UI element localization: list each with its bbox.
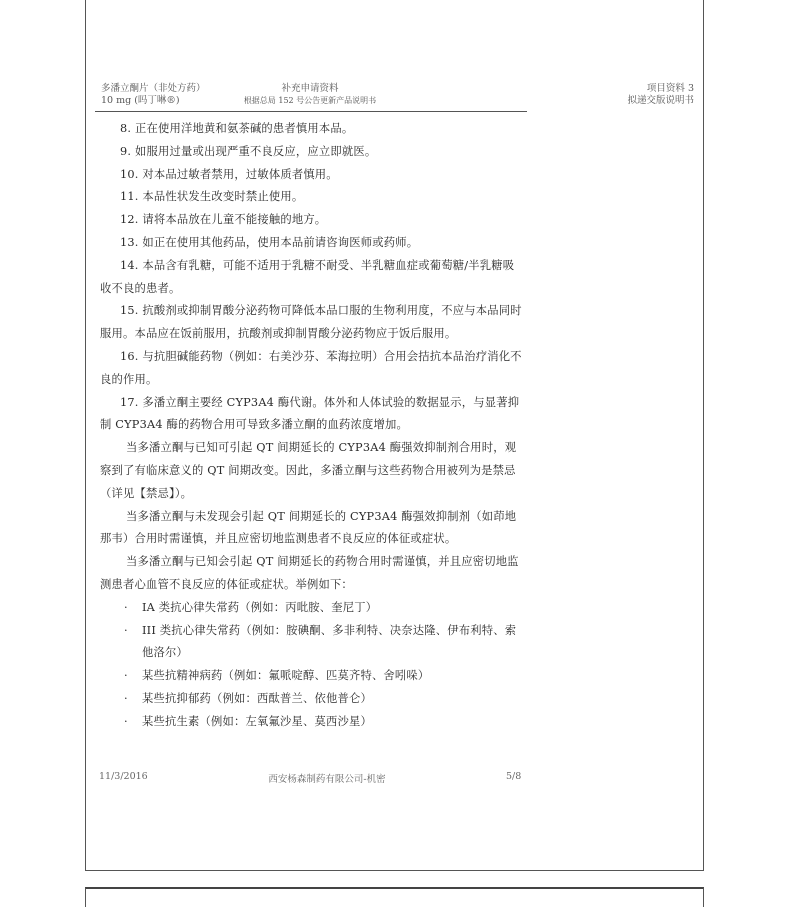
list-item [100, 711, 523, 734]
header-title-main: 补充申请资料 [281, 83, 339, 94]
item-11: 11. 本品性状发生改变时禁止使用。 [120, 190, 304, 204]
next-page-edge [85, 887, 704, 907]
item-14: 14. 本品含有乳糖，可能不适用于乳糖不耐受、半乳糖血症或葡萄糖/半乳糖吸收不良的患者。 [100, 258, 515, 295]
header-product-dose: 10 mg (吗丁啉®) [101, 95, 180, 106]
header-product-name: 多潘立酮片（非处方药） [101, 83, 206, 94]
list-item-text: 某些抗抑郁药（例如：西酞普兰、依他普仑） [142, 691, 372, 705]
list-item-text: IA 类抗心律失常药（例如：丙吡胺、奎尼丁） [142, 600, 378, 614]
footer-company: 西安杨森制药有限公司-机密 [268, 774, 386, 785]
item-16: 16. 与抗胆碱能药物（例如：右美沙芬、苯海拉明）合用会拮抗本品治疗消化不良的作用。 [100, 349, 522, 386]
paragraph-qt-contraindication: 当多潘立酮与已知可引起 QT 间期延长的 CYP3A4 酶强效抑制剂合用时，观察到了有临床意义的 QT 间期改变。因此，多潘立酮与这些药物合用被列为是禁忌（详见【禁忌】）。 [100, 441, 517, 500]
item-15: 15. 抗酸剂或抑制胃酸分泌药物可降低本品口服的生物利用度，不应与本品同时服用。本品应在饭前服用，抗酸剂或抑制胃酸分泌药物应于饭后服用。 [100, 304, 522, 341]
list-item [100, 665, 523, 688]
header-project [627, 83, 694, 107]
paragraph-qt-caution: 当多潘立酮与未发现会引起 QT 间期延长的 CYP3A4 酶强效抑制剂（如茚地那韦）合用时需谨慎，并且应密切地监测患者不良反应的体征或症状。 [100, 509, 517, 546]
list-item [100, 620, 523, 666]
header-title [230, 83, 390, 107]
item-13: 13. 如正在使用其他药品，使用本品前请咨询医师或药师。 [120, 235, 419, 249]
header-product [101, 83, 206, 107]
item-12: 12. 请将本品放在儿童不能接触的地方。 [120, 213, 327, 227]
header-divider [95, 111, 527, 112]
footer-page-number: 5/8 [506, 771, 522, 782]
bullet-icon: · [124, 600, 128, 614]
header-project-number: 项目资料 3 [646, 83, 694, 94]
bullet-icon: · [124, 623, 128, 637]
item-8: 8. 正在使用洋地黄和氨茶碱的患者慎用本品。 [120, 122, 354, 135]
list-item-text: 某些抗精神病药（例如：氟哌啶醇、匹莫齐特、舍吲哚） [142, 669, 430, 683]
list-item [100, 688, 523, 711]
item-9: 9. 如服用过量或出现严重不良反应，应立即就医。 [120, 144, 377, 158]
bullet-icon: · [124, 691, 128, 705]
bullet-icon: · [124, 714, 128, 728]
list-item-text: III 类抗心律失常药（例如：胺碘酮、多非利特、决奈达隆、伊布利特、索他洛尔） [142, 623, 517, 660]
footer-date: 11/3/2016 [99, 771, 148, 782]
item-10: 10. 对本品过敏者禁用，过敏体质者慎用。 [120, 167, 338, 181]
header-project-desc: 拟递交版说明书 [627, 95, 694, 106]
document-body [100, 118, 523, 734]
header-title-sub: 根据总局 152 号公告更新产品说明书 [243, 96, 377, 105]
bullet-icon: · [124, 669, 128, 683]
list-item [100, 597, 523, 620]
paragraph-qt-examples: 当多潘立酮与已知会引起 QT 间期延长的药物合用时需谨慎，并且应密切地监测患者心血管不良反应的体征或症状。举例如下： [100, 555, 519, 591]
list-item-text: 某些抗生素（例如：左氧氟沙星、莫西沙星） [142, 714, 372, 728]
item-17: 17. 多潘立酮主要经 CYP3A4 酶代谢。体外和人体试验的数据显示，与显著抑制 CYP3A4 酶的药物合用可导致多潘立酮的血药浓度增加。 [100, 395, 520, 432]
drug-example-list [100, 597, 523, 734]
